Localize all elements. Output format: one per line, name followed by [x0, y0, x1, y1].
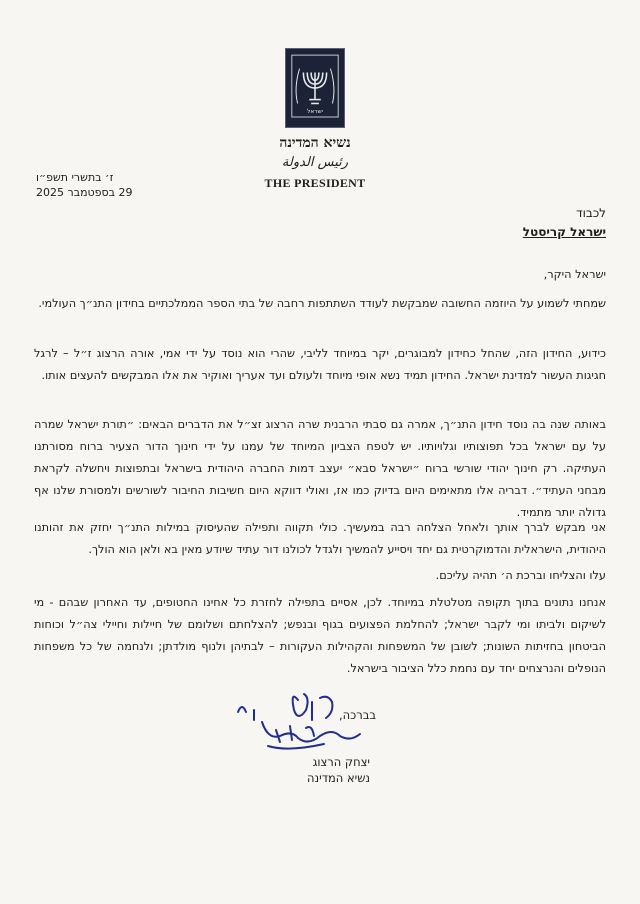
paragraph-5: עלו והצליחו וברכת ה׳ תהיה עליכם.	[435, 569, 606, 582]
header-title-arabic: رئيس الدولة	[281, 155, 349, 170]
header-title-hebrew: נשיא המדינה	[279, 135, 351, 151]
recipient-name: ישראל קריסטל	[522, 225, 606, 239]
paragraph-6: אנחנו נתונים בתוך תקופה מטלטלת במיוחד. לכן, אסיים בתפילה לחזרת כל אחינו החטופים, עד האחרון שבהם - מי לשיקום ולביתו ומי לקבר ישראל; להחלמת הפצועים בגוף ובנפש; להצלחתם ושלומם של חיילות וחיילי צה״ל וכוחות הביטחון בחזיתות השונות; לשובן של המשפחות והקהילות העקורות – לבתיהן ולנוף מולדתן; ולנחמה של כל משפחות הנופלים והנרצחים יחד עם נחמת כלל הציבור בישראל.	[34, 596, 606, 675]
state-emblem	[285, 48, 345, 128]
signatory-title: נשיא המדינה	[307, 771, 370, 785]
paragraph-1: שמחתי לשמוע על היוזמה החשובה שמבקשת לעודד השתתפות רחבה של בתי הספר הממלכתיים בחידון התנ״ך העולמי.	[38, 297, 606, 310]
date-gregorian: 29 בספטמבר 2025	[36, 186, 133, 199]
signatory-name: יצחק הרצוג	[312, 755, 370, 769]
header-title-english: THE PRESIDENT	[264, 176, 366, 190]
handwritten-signature	[228, 680, 378, 760]
greeting: ישראל היקר,	[543, 268, 606, 281]
paragraph-2: כידוע, החידון הזה, שהחל כחידון למבוגרים, יקר במיוחד לליבי, שהרי הוא נוסד על ידי אמי, אורה הרצוג ז״ל – לרגל חגיגות העשור למדינת ישראל. החידון תמיד נשא אופי מיוחד ולעולם ועד אעריך ואוקיר את אלו המבקשים להעצים אותו.	[34, 347, 606, 382]
emblem-label: ישראל	[307, 109, 323, 116]
closing-blessing: בברכה,	[338, 708, 376, 722]
paragraph-4: אני מבקש לברך אותך ולאחל הצלחה רבה במעשיך. כולי תקווה ותפילה שהעיסוק במילות התנ״ך יחזק את זהותנו היהודית, הישראלית והדמוקרטית גם יחד ויסייע להמשיך ולגדל לכולנו דור עתיד שיודע מאין בא ולאן הוא הולך.	[34, 521, 606, 556]
recipient-salutation: לכבוד	[576, 206, 606, 220]
paragraph-3: באותה שנה בה נוסד חידון התנ״ך, אמרה גם סבתי הרבנית שרה הרצוג זצ״ל את הדברים הבאים: ״תורת ישראל שמרה על עם ישראל בכל תפוצותיו וגלויותיו. יש לטפח הצביון המיוחד של עמנו על ידי חינוך הדור הצעיר ברוח מסורתנו העתיקה. רק חינוך יהודי שורשי ברוח ״ישראל סבא״ יעצב דמות החברה היהודית בישראל ובתפוצות ויחשלה לקראת מבחני העתיד״. דבריה אלו מתאימים היום בדיוק כמו אז, ואולי דווקא היום חשיבות החיבור לשורשים ולמסורת שלנו אף גדולה יותר מתמיד.	[34, 418, 606, 519]
date-hebrew: ז׳ בתשרי תשפ״ו	[36, 171, 114, 184]
menorah-icon	[286, 49, 344, 127]
